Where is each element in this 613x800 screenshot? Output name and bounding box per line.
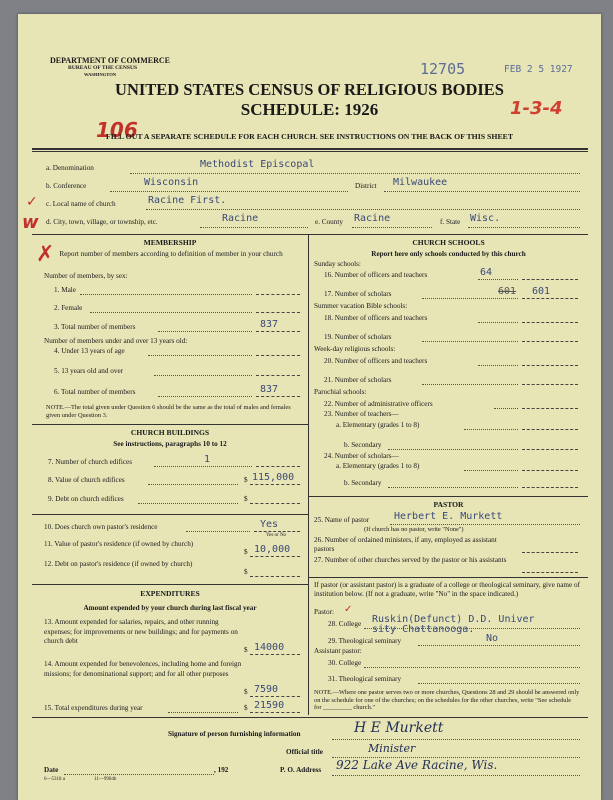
file-number-stamp: 12705 — [420, 60, 466, 78]
county-label: e. County — [315, 218, 343, 226]
city-value: Racine — [222, 213, 259, 224]
q29-label: 29. Theological seminary — [328, 637, 402, 645]
department-name: DEPARTMENT OF COMMERCE — [50, 56, 171, 65]
schedule-title: SCHEDULE: 1926 — [240, 100, 379, 119]
q19-label: 19. Number of scholars — [324, 333, 392, 341]
q14-label: 14. Amount expended for benevolences, including home and foreign missions; for denominational support; and for all other purposes — [44, 660, 242, 678]
q28-label: 28. College — [328, 620, 362, 628]
q6-label: 6. Total number of members — [54, 388, 136, 396]
denomination-value: Methodist Episcopal — [200, 159, 315, 170]
handwritten-106: 106 — [96, 118, 138, 142]
date-year: , 192 — [214, 766, 229, 774]
q20-label: 20. Number of officers and teachers — [324, 357, 428, 365]
church-name-value: Racine First. — [148, 195, 227, 206]
membership-intro: Report number of members according to definition of member in your church — [59, 250, 283, 258]
census-form: DEPARTMENT OF COMMERCE BUREAU OF THE CENSUS WASHINGTON 12705 FEB 2 5 1927 UNITED STATES CENSUS OF RELIGIOUS BODIES SCHEDULE: 1926 106 1-3-4 FILL OUT A SEPARATE SCHEDULE FOR EACH CHURCH. SEE INSTRUCTIONS ON THE BACK OF THIS SHEET a. Denomination Methodist Episcopal b. Conference Wisconsin District Milwaukee c. Local name of church Racine First. ✓ d. City, town, village, or township, etc. Racine e. County Racine f. State Wisc. w MEMBERSHIP Report number of members according to definition of member in your church ✗ Number of members, by sex: 1. Male 2. Female 3. Total number of members 837 Number of members under and over 13 years old: 4. Under 13 years of age 5. 13 years old and over 6. Total number of members 837 NOTE.—The total given under Question 6 should be the same as the total of males and females given under Question 3. CHURCH BUILDINGS See instructions, paragraphs 10 to 12 7. Number of church edifices 1 8. Value of church edifices $ 115,000 9. Debt on church edifices $ 10. Does church own pastor's residence Yes Yes or No 11. Value of pastor's residence (if owned by church) $ 10,000 12. Debt on pastor's residence (if owned by church) $ EXPENDITURES Amount expended by your church during last fiscal year 13. Amount expended for salaries, repairs, and other running expenses; for improvements or new buildings; and for payments on church debt $ 14000 14. Amount expended for benevolences, including home and foreign missions; for denominational support; and for all other purposes $ 7590 15. Total expenditures during year $ 21590 CHURCH SCHOOLS Report here only schools conducted by this church Sunday schools: 16. Number of officers and teachers 64 17. Number of scholars 601 601 Summer vacation Bible schools: 18. Number of officers and teachers 19. Number of scholars Week-day religious schools: 20. Number of officers and teachers 21. Number of scholars Parochial schools: 22. Number of administrative officers 23. Number of teachers— a. Elementary (grades 1 to 8) b. Secondary 24. Number of scholars— a. Elementary (grades 1 to 8) b. Secondary PASTOR 25. Name of pastor Herbert E. Murkett (If church has no pastor, write "None") 26. Number of ordained ministers, if any, employed as assistant pastors 27. Number of other churches served by the pastor or his assistants If pastor (or assistant pastor) is a graduate of a college or theological seminary, give name of institution below. (If not a graduate, write "No" in the space indicated.) Pastor: ✓ 28. College Ruskin(Defunct) D.D. Univer sity Chattanooga. 29. Theological seminary No Assistant pastor: 30. College 31. Theological seminary NOTE.—Where one pastor serves two or more churches, Questions 28 and 29 should be answered only on the schedule for one of the churches; on the schedules for the other churches, write "See schedule for _________ church." Signature of person furnishing information H E Murkett Official title Minister Date , 192 P. O. Address 922 Lake Ave Racine, Wis. 6—5318 a 11—9904b — [18, 14, 601, 800]
state-value: Wisc. — [470, 213, 501, 224]
graduate-note: If pastor (or assistant pastor) is a graduate of a college or theological seminary, give name of institution below. (If not a graduate, write "No" in the space indicated.) — [314, 581, 580, 598]
q21-label: 21. Number of scholars — [324, 376, 392, 384]
county-value: Racine — [354, 213, 391, 224]
instruction-line: FILL OUT A SEPARATE SCHEDULE FOR EACH CHURCH. SEE INSTRUCTIONS ON THE BACK OF THIS SHEET — [105, 132, 514, 141]
q11-value: 10,000 — [254, 544, 291, 555]
district-label: District — [355, 182, 377, 190]
signature-value: H E Murkett — [354, 720, 444, 736]
pastor-heading: PASTOR — [433, 500, 464, 509]
membership-heading: MEMBERSHIP — [143, 238, 197, 247]
q17-struck-value: 601 — [498, 286, 517, 297]
q3-value: 837 — [260, 319, 279, 330]
q24-label: 24. Number of scholars— — [324, 452, 399, 460]
buildings-sub: See instructions, paragraphs 10 to 12 — [113, 440, 227, 448]
red-tick-mark: ✓ — [344, 604, 353, 615]
age-heading: Number of members under and over 13 years old: — [44, 337, 188, 345]
expenditures-heading: EXPENDITURES — [140, 589, 200, 598]
handwritten-w: w — [22, 212, 39, 233]
city-label: d. City, town, village, or township, etc. — [46, 218, 158, 226]
q5-label: 5. 13 years old and over — [54, 367, 124, 375]
q10-value: Yes — [260, 519, 279, 530]
members-by-sex: Number of members, by sex: — [44, 272, 128, 280]
q3-label: 3. Total number of members — [54, 323, 136, 331]
schools-heading: CHURCH SCHOOLS — [412, 238, 485, 247]
q28-value-line1: Ruskin(Defunct) D.D. Univer — [372, 614, 535, 625]
q23-label: 23. Number of teachers— — [324, 410, 399, 418]
q31-label: 31. Theological seminary — [328, 675, 402, 683]
vacation-schools-heading: Summer vacation Bible schools: — [314, 302, 408, 310]
signature-label: Signature of person furnishing information — [168, 730, 301, 738]
q23a-label: a. Elementary (grades 1 to 8) — [336, 421, 420, 429]
q2-label: 2. Female — [54, 304, 83, 312]
q13-label: 13. Amount expended for salaries, repairs, and other running expenses; for improvements or new buildings; and for payments on church debt — [44, 618, 238, 645]
pastor-subheading: Pastor: — [314, 608, 334, 616]
form-code: 6—5318 a — [44, 777, 65, 782]
denomination-label: a. Denomination — [46, 164, 94, 172]
official-title-value: Minister — [368, 742, 416, 755]
q25-label: 25. Name of pastor — [314, 516, 370, 524]
conference-label: b. Conference — [46, 182, 87, 190]
q1-label: 1. Male — [54, 286, 76, 294]
q17-value: 601 — [532, 286, 551, 297]
q15-value: 21590 — [254, 700, 285, 711]
q7-label: 7. Number of church edifices — [48, 458, 133, 466]
weekday-schools-heading: Week-day religious schools: — [314, 345, 396, 353]
q10-label: 10. Does church own pastor's residence — [44, 523, 158, 531]
bureau-name: BUREAU OF THE CENSUS — [68, 65, 138, 71]
parochial-schools-heading: Parochial schools: — [314, 388, 367, 396]
q12-label: 12. Debt on pastor's residence (if owned by church) — [44, 560, 193, 568]
schools-sub: Report here only schools conducted by this church — [371, 250, 526, 258]
q8-value: 115,000 — [252, 472, 295, 483]
conference-value: Wisconsin — [144, 177, 199, 188]
address-value: 922 Lake Ave Racine, Wis. — [336, 758, 498, 772]
district-value: Milwaukee — [393, 177, 448, 188]
q16-label: 16. Number of officers and teachers — [324, 271, 428, 279]
q13-value: 14000 — [254, 642, 285, 653]
q14-value: 7590 — [254, 684, 279, 695]
q27-label: 27. Number of other churches served by the pastor or his assistants — [314, 556, 507, 564]
received-date-stamp: FEB 2 5 1927 — [504, 64, 573, 75]
q7-value: 1 — [204, 454, 211, 465]
handwritten-code: 1-3-4 — [510, 98, 563, 119]
checkmark-icon: ✓ — [26, 194, 38, 210]
q6-value: 837 — [260, 384, 279, 395]
q23b-label: b. Secondary — [344, 441, 382, 449]
state-label: f. State — [440, 218, 461, 226]
address-label: P. O. Address — [280, 766, 322, 774]
buildings-heading: CHURCH BUILDINGS — [130, 428, 210, 437]
assistant-subheading: Assistant pastor: — [314, 647, 362, 655]
q8-label: 8. Value of church edifices — [48, 476, 125, 484]
q29-value: No — [486, 633, 499, 644]
date-label: Date — [44, 766, 59, 774]
sunday-schools-heading: Sunday schools: — [314, 260, 361, 268]
q18-label: 18. Number of officers and teachers — [324, 314, 428, 322]
q22-label: 22. Number of administrative officers — [324, 400, 433, 408]
membership-note: NOTE.—The total given under Question 6 should be the same as the total of males and females given under Question 3. — [46, 404, 291, 419]
form-title: UNITED STATES CENSUS OF RELIGIOUS BODIES — [115, 80, 504, 99]
bureau-city: WASHINGTON — [84, 72, 117, 77]
expenditures-sub: Amount expended by your church during last fiscal year — [83, 604, 257, 612]
q26-label: 26. Number of ordained ministers, if any, employed as assistant pastors — [314, 536, 497, 553]
print-code: 11—9904b — [94, 777, 117, 782]
red-cross-mark: ✗ — [36, 242, 55, 267]
q24a-label: a. Elementary (grades 1 to 8) — [336, 462, 420, 470]
yes-or-no-hint: Yes or No — [266, 533, 287, 538]
q25-value: Herbert E. Murkett — [394, 511, 503, 522]
q9-label: 9. Debt on church edifices — [48, 495, 124, 503]
church-name-label: c. Local name of church — [46, 200, 116, 208]
q28-value-line2: sity Chattanooga. — [372, 624, 475, 635]
q24b-label: b. Secondary — [344, 479, 382, 487]
q17-label: 17. Number of scholars — [324, 290, 392, 298]
q25-note: (If church has no pastor, write "None") — [364, 526, 464, 533]
q4-label: 4. Under 13 years of age — [54, 347, 125, 355]
q11-label: 11. Value of pastor's residence (if owned by church) — [44, 540, 194, 548]
official-title-label: Official title — [286, 748, 323, 756]
q30-label: 30. College — [328, 659, 362, 667]
q15-label: 15. Total expenditures during year — [44, 704, 143, 712]
q16-value: 64 — [480, 267, 493, 278]
pastor-note: NOTE.—Where one pastor serves two or more churches, Questions 28 and 29 should be answered only on the schedule for one of the churches; on the schedules for the other churches, write "See schedule for _________ church." — [314, 689, 580, 711]
